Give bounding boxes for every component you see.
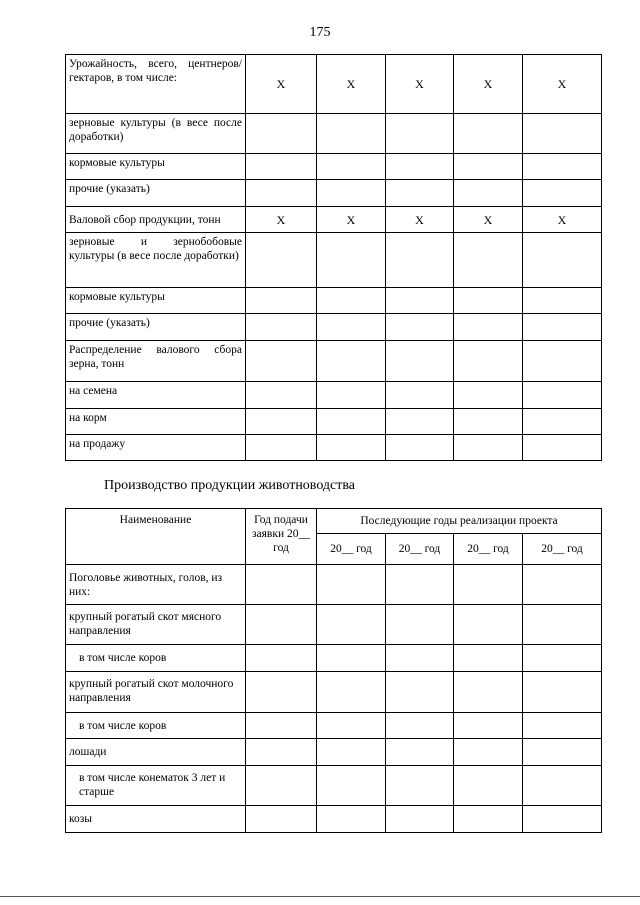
table-row [66,207,602,233]
table-cell [454,766,523,806]
table-cell: X [454,207,523,233]
header-row [66,509,602,534]
table-cell [246,739,317,766]
table-row [66,382,602,409]
table-cell [523,341,602,382]
table-cell [523,806,602,833]
row-label: Распределение валового сбора зерна, тонн [66,341,246,382]
crop-production-table [65,54,602,461]
row-label: на корм [66,409,246,435]
row-label: на продажу [66,435,246,461]
table-cell [386,314,454,341]
table-cell [317,565,386,605]
table-cell [523,672,602,713]
table-cell [454,672,523,713]
table-cell [386,233,454,288]
table-cell [523,114,602,154]
table-cell [246,233,317,288]
table-cell [523,605,602,645]
livestock-production-table [65,508,602,833]
table-cell [454,806,523,833]
table-cell [523,713,602,739]
table-row [66,766,602,806]
table-row [66,314,602,341]
table-row [66,409,602,435]
table-cell [317,180,386,207]
table-cell [317,435,386,461]
table-cell [317,314,386,341]
table-cell [386,645,454,672]
table-cell [454,409,523,435]
row-label: крупный рогатый скот молочного направления [66,672,246,713]
table-cell [246,435,317,461]
footer-divider [0,896,640,897]
table-cell [386,382,454,409]
row-label: прочие (указать) [66,314,246,341]
table-cell [523,409,602,435]
row-label: крупный рогатый скот мясного направления [66,605,246,645]
table-cell [523,565,602,605]
table-cell [246,409,317,435]
table-cell [386,565,454,605]
row-label: в том числе коров [66,713,246,739]
header-year: 20__ год [317,534,386,565]
table-cell [246,806,317,833]
row-label: Поголовье животных, голов, из них: [66,565,246,605]
table-cell [317,713,386,739]
table-cell [317,739,386,766]
table-cell: X [523,55,602,114]
table-row [66,435,602,461]
row-label: прочие (указать) [66,180,246,207]
table-cell [317,341,386,382]
table-cell [317,114,386,154]
table-cell [523,314,602,341]
table-cell [317,382,386,409]
table-cell [523,288,602,314]
table-cell [317,154,386,180]
table-cell [523,739,602,766]
table-cell: X [246,207,317,233]
header-application-year: Год подачи заявки 20__ год [246,509,317,565]
table-cell [523,180,602,207]
table-cell [523,435,602,461]
table-cell: X [317,207,386,233]
table-cell [523,154,602,180]
table-cell [386,806,454,833]
table-cell [454,233,523,288]
table-cell: X [317,55,386,114]
table-cell: X [523,207,602,233]
table-cell [246,154,317,180]
table-cell [386,341,454,382]
table-cell [386,435,454,461]
row-label: зерновые культуры (в весе после доработки) [66,114,246,154]
table-cell [386,288,454,314]
table-cell [386,766,454,806]
table-cell [246,288,317,314]
table-cell [386,409,454,435]
table-cell [523,645,602,672]
table-cell [454,314,523,341]
table-cell [317,605,386,645]
row-label: в том числе коров [66,645,246,672]
table-cell [386,154,454,180]
table-cell [386,114,454,154]
header-year: 20__ год [454,534,523,565]
table-cell [246,766,317,806]
table-row [66,114,602,154]
table-cell [386,605,454,645]
table-cell [317,806,386,833]
table-cell [386,739,454,766]
table-row [66,565,602,605]
table-row [66,645,602,672]
table-cell [246,605,317,645]
table-row [66,806,602,833]
table-cell [454,114,523,154]
header-year: 20__ год [523,534,602,565]
table-cell: X [386,207,454,233]
table-cell [454,341,523,382]
table-row [66,233,602,288]
table-cell: X [454,55,523,114]
table-cell [523,233,602,288]
row-label: на семена [66,382,246,409]
table-cell [454,154,523,180]
table-cell [386,672,454,713]
table-cell [317,766,386,806]
table-cell [246,672,317,713]
header-name: Наименование [66,509,246,565]
table-cell [454,713,523,739]
table-cell [454,435,523,461]
table-cell: X [246,55,317,114]
table-cell [246,341,317,382]
row-label: Урожайность, всего, центнеров/гектаров, в том числе: [66,55,246,114]
section-title: Производство продукции животноводства [104,478,356,493]
row-label: зерновые и зернобобовые культуры (в весе после доработки) [66,233,246,288]
table-cell [246,180,317,207]
row-label: Валовой сбор продукции, тонн [66,207,246,233]
row-label: лошади [66,739,246,766]
table-cell [386,713,454,739]
row-label: в том числе конематок 3 лет и старше [66,766,246,806]
table-cell [317,288,386,314]
table-row [66,55,602,114]
header-year: 20__ год [386,534,454,565]
row-label: козы [66,806,246,833]
table-cell [454,645,523,672]
table-row [66,739,602,766]
table-row [66,180,602,207]
table-cell [317,672,386,713]
table-cell [246,713,317,739]
table-cell [454,739,523,766]
table-cell: X [386,55,454,114]
table-cell [454,180,523,207]
table-cell [246,314,317,341]
table-cell [523,766,602,806]
table-row [66,672,602,713]
table-cell [454,565,523,605]
table-row [66,154,602,180]
table-cell [317,645,386,672]
table-cell [246,382,317,409]
table-cell [386,180,454,207]
table-cell [523,382,602,409]
table-row [66,605,602,645]
table-cell [454,605,523,645]
table-cell [246,565,317,605]
page-number: 175 [309,25,331,40]
table-row [66,288,602,314]
table-row [66,713,602,739]
header-following-years: Последующие годы реализации проекта [317,509,602,534]
row-label: кормовые культуры [66,154,246,180]
row-label: кормовые культуры [66,288,246,314]
table-cell [246,645,317,672]
table-cell [317,409,386,435]
table-cell [454,382,523,409]
table-cell [317,233,386,288]
table-cell [454,288,523,314]
table-cell [246,114,317,154]
table-row [66,341,602,382]
